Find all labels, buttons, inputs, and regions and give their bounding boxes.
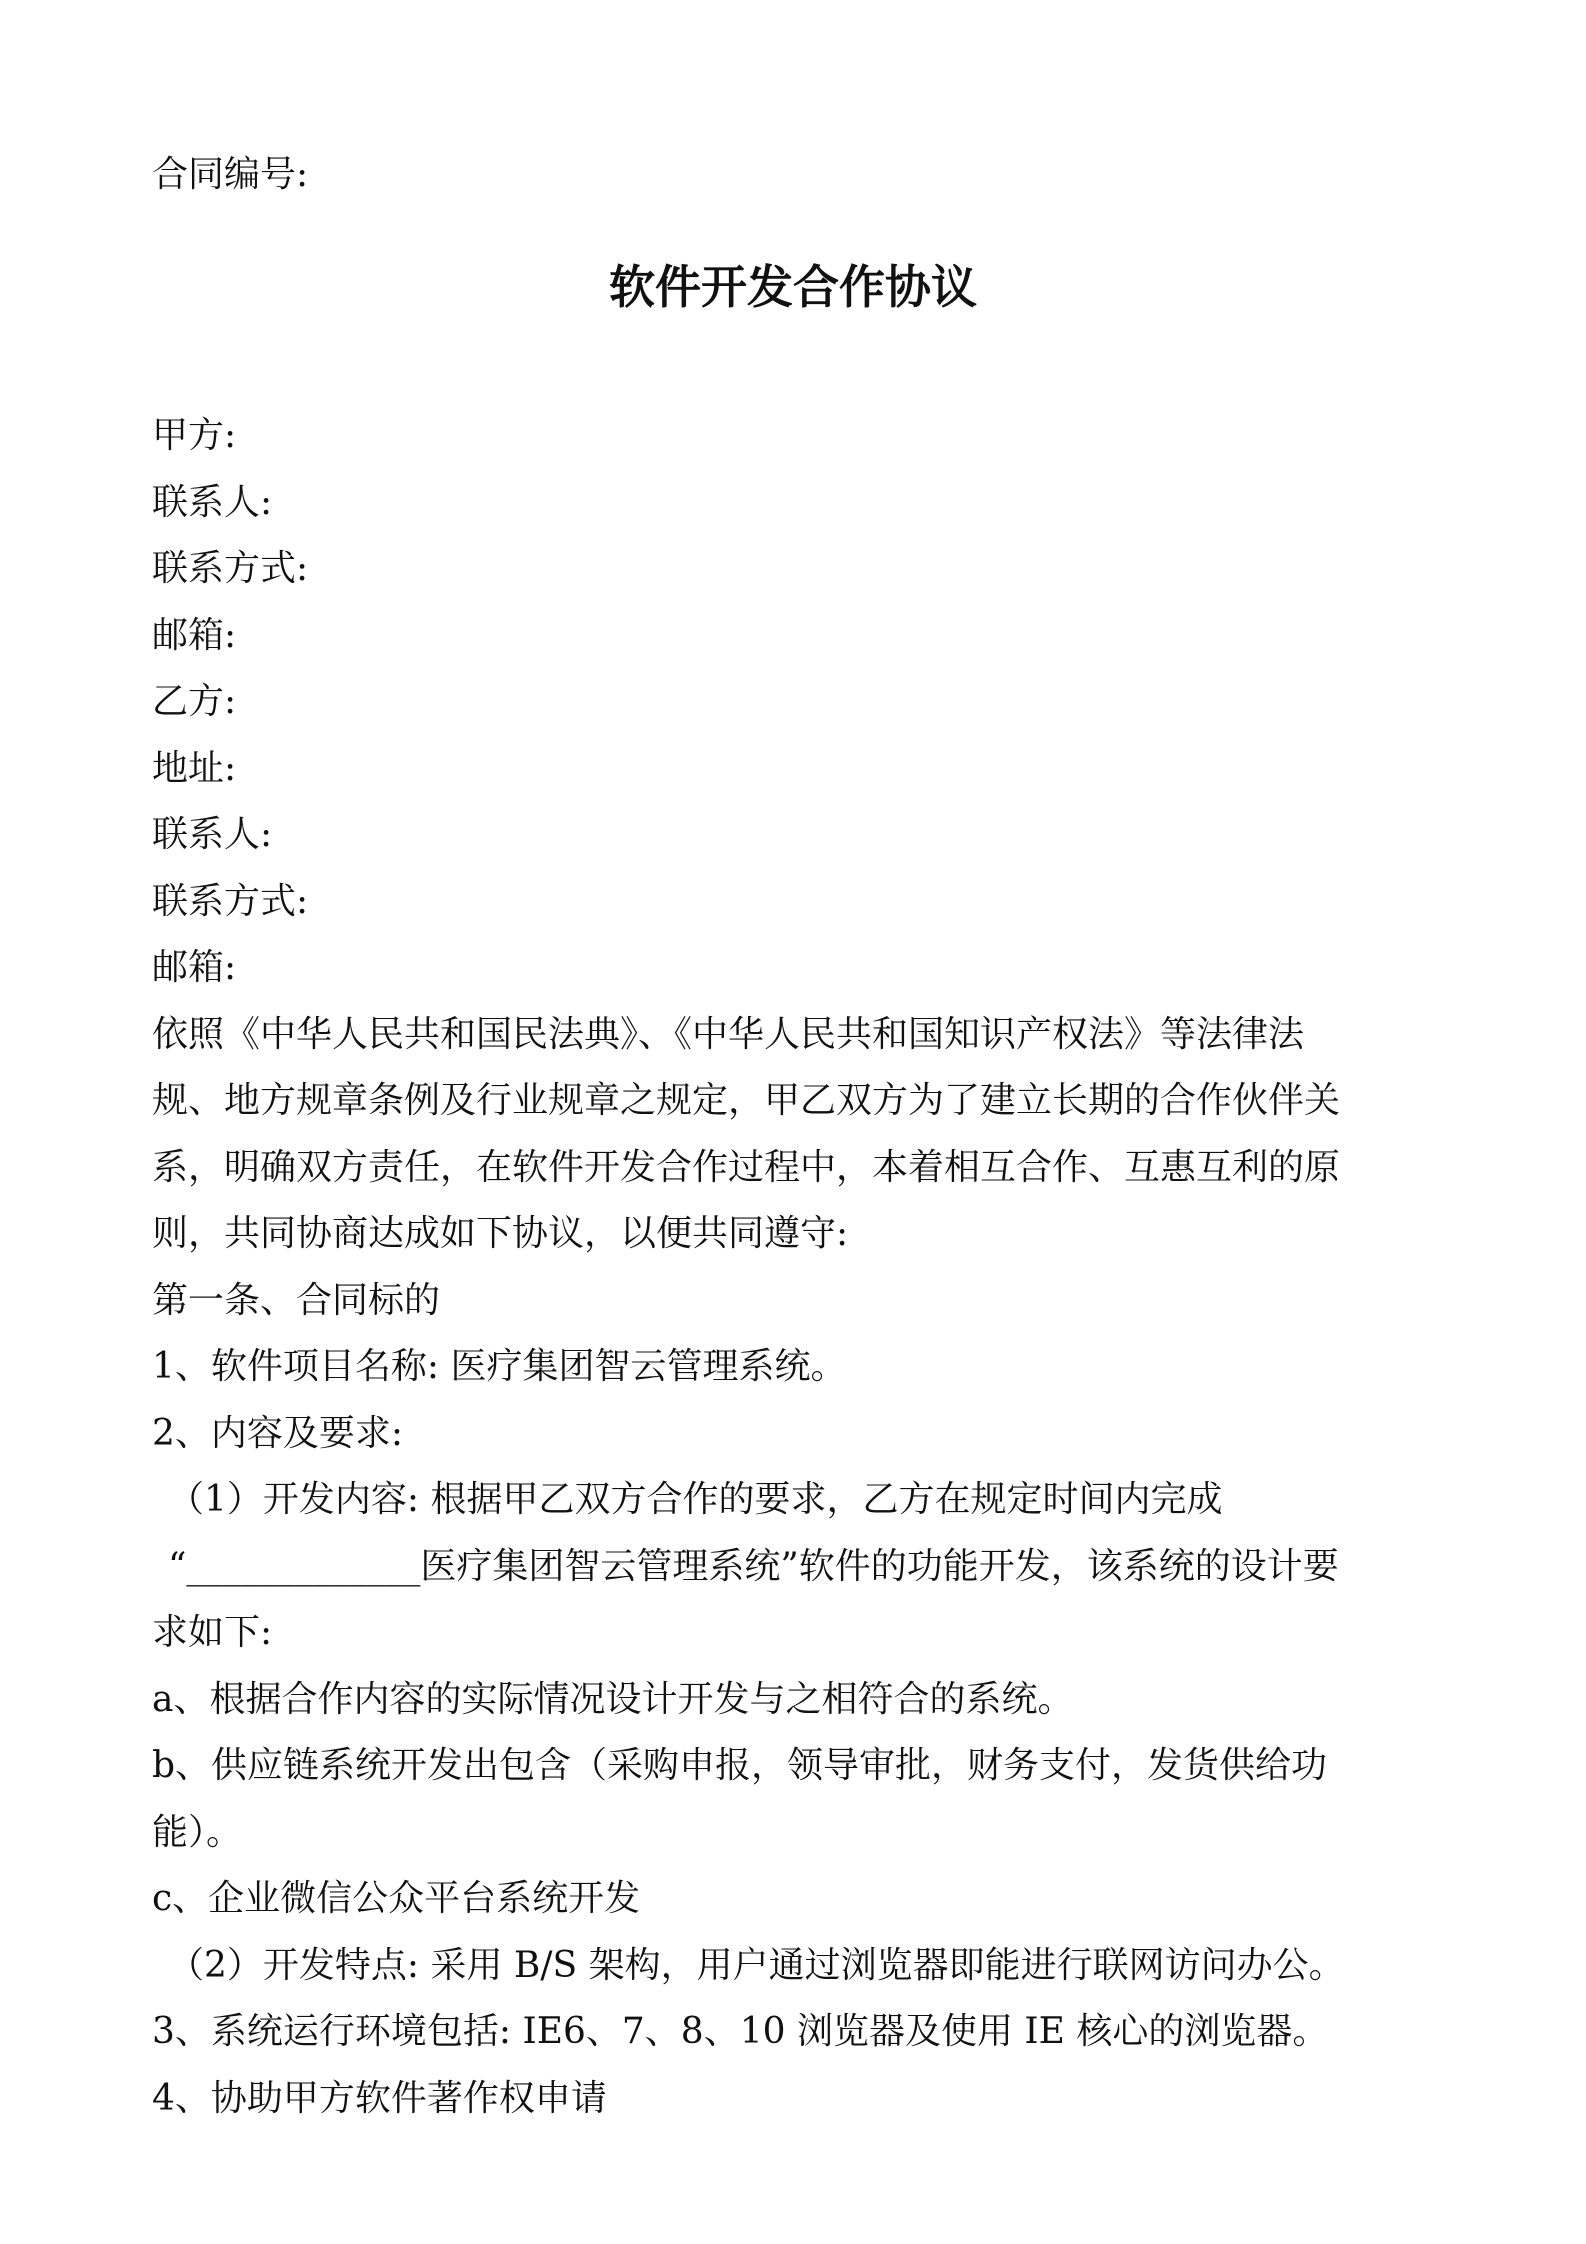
preamble-line: 系，明确双方责任，在软件开发合作过程中，本着相互合作、互惠互利的原 [152,1146,1341,1188]
party-a-label: 甲方: [152,415,237,456]
article-1-item-2: 2、内容及要求: [152,1412,404,1454]
party-b-contact-label: 联系人: [152,814,273,855]
dev-features: （2）开发特点: 采用 B/S 架构，用户通过浏览器即能进行联网访问办公。 [168,1944,1345,1986]
preamble-line: 则，共同协商达成如下协议，以便共同遵守: [152,1213,849,1254]
party-b-label: 乙方: [152,681,237,722]
article-1-heading: 第一条、合同标的 [152,1279,441,1321]
preamble-line: 依照《中华人民共和国民法典》、《中华人民共和国知识产权法》等法律法 [152,1013,1305,1055]
party-b-address-label: 地址: [152,747,237,789]
document-title: 软件开发合作协议 [609,260,977,314]
article-1-item-3: 3、系统运行环境包括: IE6、7、8、10 浏览器及使用 IE 核心的浏览器。 [152,2011,1329,2052]
party-b-phone-label: 联系方式: [152,880,309,922]
party-a-email-label: 邮箱: [152,614,237,656]
article-1-item-4: 4、协助甲方软件著作权申请 [152,2077,607,2119]
dev-content-line: （1）开发内容: 根据甲乙双方合作的要求，乙方在规定时间内完成 [168,1479,1223,1520]
article-1-item-1: 1、软件项目名称: 医疗集团智云管理系统。 [152,1346,847,1387]
preamble-line: 规、地方规章条例及行业规章之规定，甲乙双方为了建立长期的合作伙伴关 [152,1080,1341,1121]
requirement-a: a、根据合作内容的实际情况设计开发与之相符合的系统。 [152,1678,1074,1720]
document-body [152,403,1452,2132]
requirement-b-line: b、供应链系统开发出包含（采购申报，领导审批，财务支付，发货供给功 [152,1745,1328,1786]
party-b-email-label: 邮箱: [152,947,237,988]
contract-number-label: 合同编号: [152,154,309,195]
party-a-phone-label: 联系方式: [152,548,309,589]
requirement-b-line: 能）。 [152,1811,243,1853]
requirement-c: c、企业微信公众平台系统开发 [152,1878,641,1919]
dev-content-line: 求如下: [152,1612,273,1653]
dev-content-line: “_____________医疗集团智云管理系统”软件的功能开发，该系统的设计要 [168,1545,1339,1587]
party-a-contact-label: 联系人: [152,481,273,523]
